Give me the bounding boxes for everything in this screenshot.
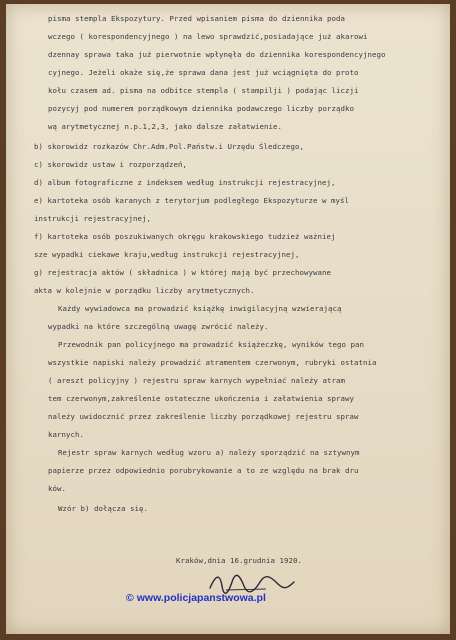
text-line: ków. bbox=[48, 484, 66, 493]
text-line: ( areszt policyjny ) rejestru spraw karnych wypełniać należy atram bbox=[48, 376, 345, 385]
text-line: akta w kolejnie w porządku liczby arytmetycznych. bbox=[34, 286, 255, 295]
text-line: wypadki na które szczególną uwagę zwrócić należy. bbox=[48, 322, 269, 331]
text-line: dzennay sprawa taka już pierwotnie wpłynęła do dziennika korespondencyjnego bbox=[48, 50, 386, 59]
text-line: e) kartoteka osób karanych z terytorjum podległego Ekspozyturze w myśl bbox=[34, 196, 349, 205]
text-line: instrukcji rejestracyjnej, bbox=[34, 214, 151, 223]
text-line: Rejestr spraw karnych według wzoru a) należy sporządzić na sztywnym bbox=[58, 448, 360, 457]
text-line: Każdy wywiadowca ma prowadzić książkę inwigilacyjną wzwierającą bbox=[58, 304, 342, 313]
text-line: karnych. bbox=[48, 430, 84, 439]
text-line: f) kartoteka osób poszukiwanych okręgu krakowskiego tudzież ważniej bbox=[34, 232, 336, 241]
text-line: cyjnego. Jeżeli okaże się,że sprawa dana jest już wciągnięta do proto bbox=[48, 68, 359, 77]
watermark bbox=[126, 592, 266, 604]
text-line: Wzór b) dołącza się. bbox=[58, 504, 148, 513]
text-line: g) rejestracja aktów ( składnica ) w której mają być przechowywane bbox=[34, 268, 331, 277]
text-line: sze wypadki ciekawe kraju,według instrukcji rejestracyjnej, bbox=[34, 250, 300, 259]
date-line: Kraków,dnia 16.grudnia 1920. bbox=[176, 556, 302, 565]
text-line: b) skorowidz rozkazów Chr.Adm.Pol.Państw.i Urzędu Śledczego, bbox=[34, 142, 304, 151]
watermark-text: www.policjapanstwowa.pl bbox=[136, 592, 266, 604]
copyright-icon: © bbox=[126, 592, 134, 604]
text-line: wszystkie napiski należy prowadzić atramentem czerwonym, rubryki ostatnia bbox=[48, 358, 377, 367]
text-line: wczego ( korespondencyjnego ) na lewo sprawdzić,posiadające już akarowi bbox=[48, 32, 368, 41]
text-line: należy uwidocznić przez zakreślenie liczby porządkowej rejestru spraw bbox=[48, 412, 359, 421]
text-line: d) album fotograficzne z indeksem według instrukcji rejestracyjnej, bbox=[34, 178, 336, 187]
text-line: papierze przez odpowiednio porubrykowanie a to ze względu na brak dru bbox=[48, 466, 359, 475]
text-line: pozycyj pod numerem porządkowym dziennika podawczego liczby porządko bbox=[48, 104, 354, 113]
text-line: Przewodnik pan policyjnego ma prowadzić książeczkę, wyników tego pan bbox=[58, 340, 364, 349]
text-line: wą arytmetycznej n.p.1,2,3, jako dalsze załatwienie. bbox=[48, 122, 282, 131]
document-page bbox=[6, 4, 450, 634]
text-line: tem czerwonym,zakreślenie ostateczne ukończenia i załatwienia sprawy bbox=[48, 394, 354, 403]
text-line: kołu czasem ad. pisma na odbitce stempla ( stampilji ) podając liczji bbox=[48, 86, 359, 95]
text-line: pisma stempla Ekspozytury. Przed wpisaniem pisma do dziennika poda bbox=[48, 14, 345, 23]
text-line: c) skorowidz ustaw i rozporządzeń, bbox=[34, 160, 187, 169]
